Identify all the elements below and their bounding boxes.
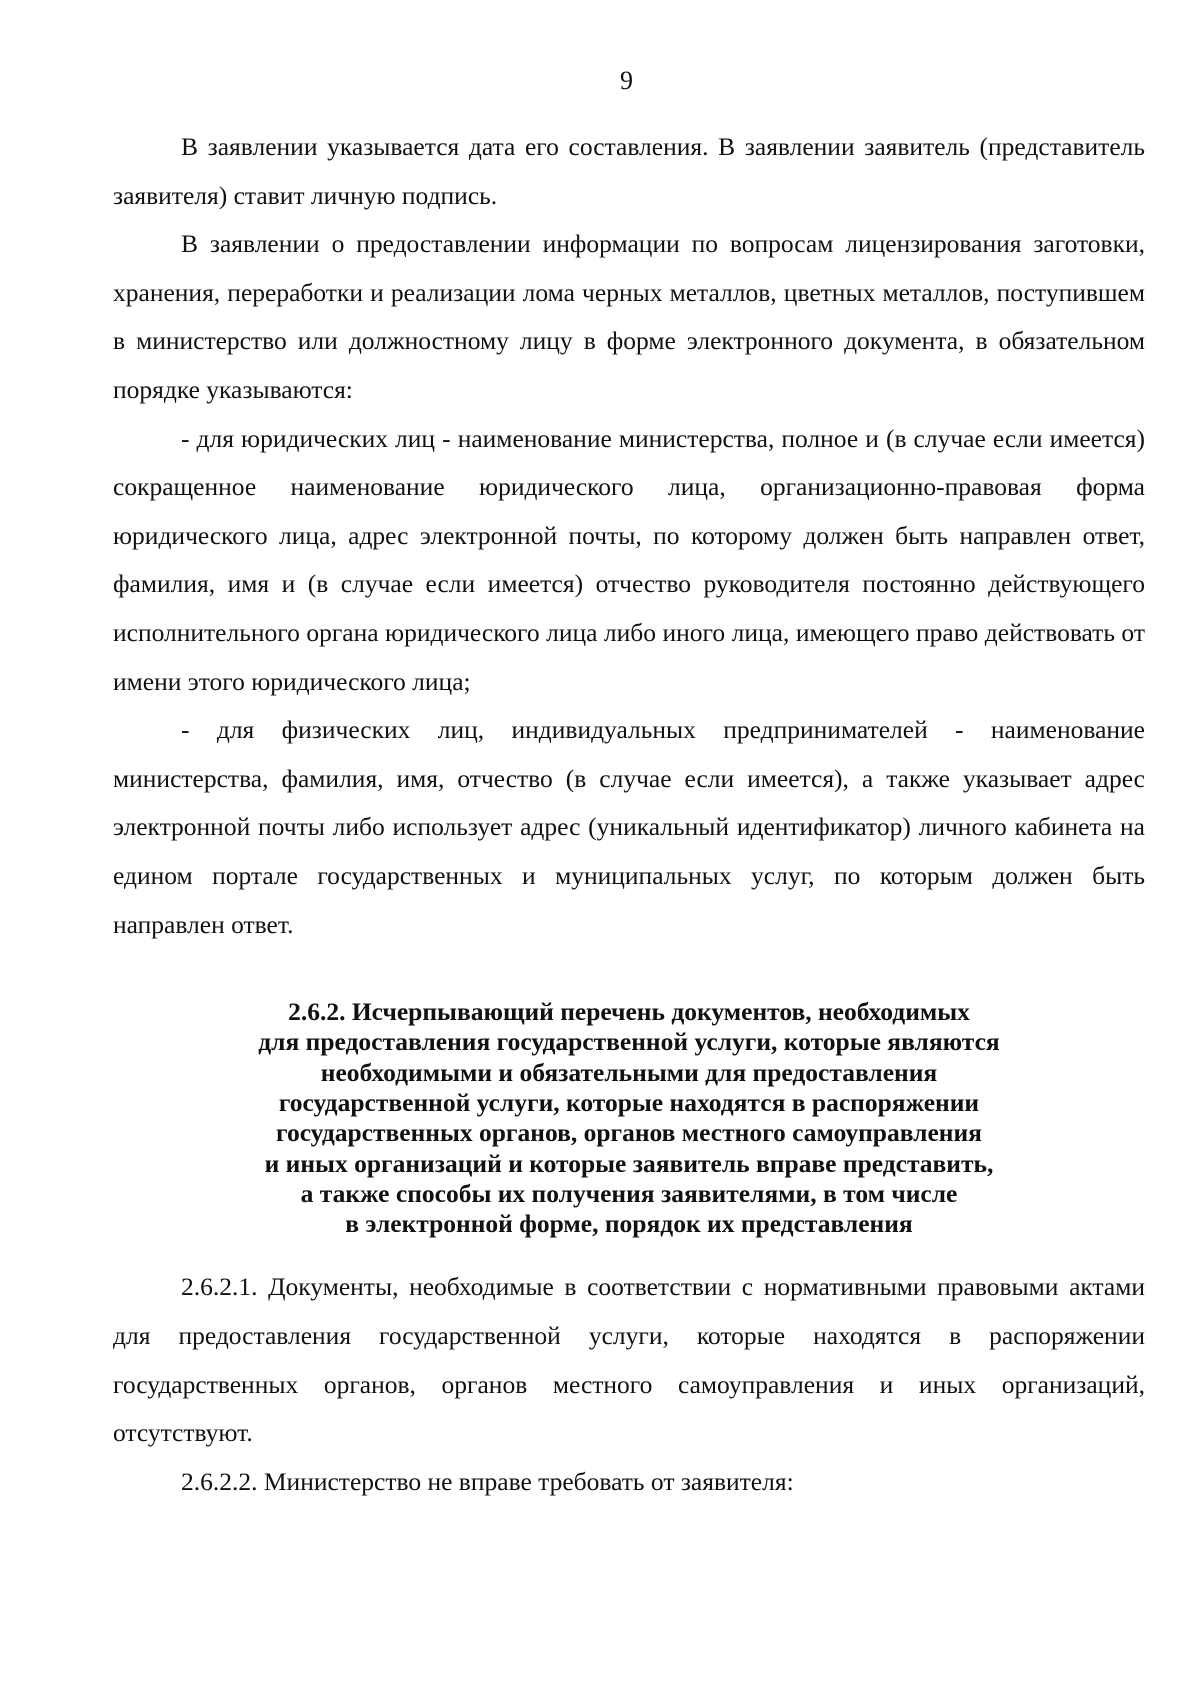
paragraph-2-6-2-1: 2.6.2.1. Документы, необходимые в соответствии с нормативными правовыми актами для предоставления государственной услуги, которые находятся в распоряжении государственных органов, органов местного самоуправления и иных организаций, отсутствуют. — [113, 1272, 1145, 1448]
page-number: 9 — [620, 66, 633, 95]
paragraph-electronic-request: В заявлении о предоставлении информации по вопросам лицензирования заготовки, хранения, переработки и реализации лома черных металлов, цветных металлов, поступившем в министерство или должностному лицу в форме электронного документа, в обязательном порядке указываются: — [113, 229, 1145, 404]
paragraph-date-signature: В заявлении указывается дата его составления. В заявлении заявитель (представитель заявителя) ставит личную подпись. — [113, 132, 1145, 210]
section-heading-line: для предоставления государственной услуги, которые являются — [258, 1027, 1000, 1057]
paragraph-2-6-2-2: 2.6.2.2. Министерство не вправе требовать от заявителя: — [181, 1466, 794, 1496]
section-heading-line: в электронной форме, порядок их представления — [345, 1209, 913, 1239]
section-heading-line: а также способы их получения заявителями, в том числе — [300, 1178, 958, 1208]
section-heading-line: государственных органов, органов местного самоуправления — [276, 1118, 982, 1148]
section-heading — [113, 997, 1145, 1239]
section-heading-line: 2.6.2. Исчерпывающий перечень документов, необходимых — [288, 997, 970, 1027]
section-heading-line: государственной услуги, которые находятся в распоряжении — [278, 1087, 980, 1117]
section-heading-line: и иных организаций и которые заявитель вправе представить, — [264, 1148, 994, 1178]
document-body — [113, 123, 1145, 1506]
section-heading-line: необходимыми и обязательными для предоставления — [320, 1057, 938, 1087]
paragraph-individuals: - для физических лиц, индивидуальных предпринимателей - наименование министерства, фамилия, имя, отчество (в случае если имеется), а также указывает адрес электронной почты либо использует адрес (уникальный идентификатор) личного кабинета на едином портале государственных и муниципальных услуг, по которым должен быть направлен ответ. — [113, 715, 1145, 939]
paragraph-legal-entities: - для юридических лиц - наименование министерства, полное и (в случае если имеется) сокращенное наименование юридического лица, организационно-правовая форма юридического лица, адрес электронной почты, по которому должен быть направлен ответ, фамилия, имя и (в случае если имеется) отчество руководителя постоянно действующего исполнительного органа юридического лица либо иного лица, имеющего право действовать от имени этого юридического лица; — [113, 423, 1145, 696]
